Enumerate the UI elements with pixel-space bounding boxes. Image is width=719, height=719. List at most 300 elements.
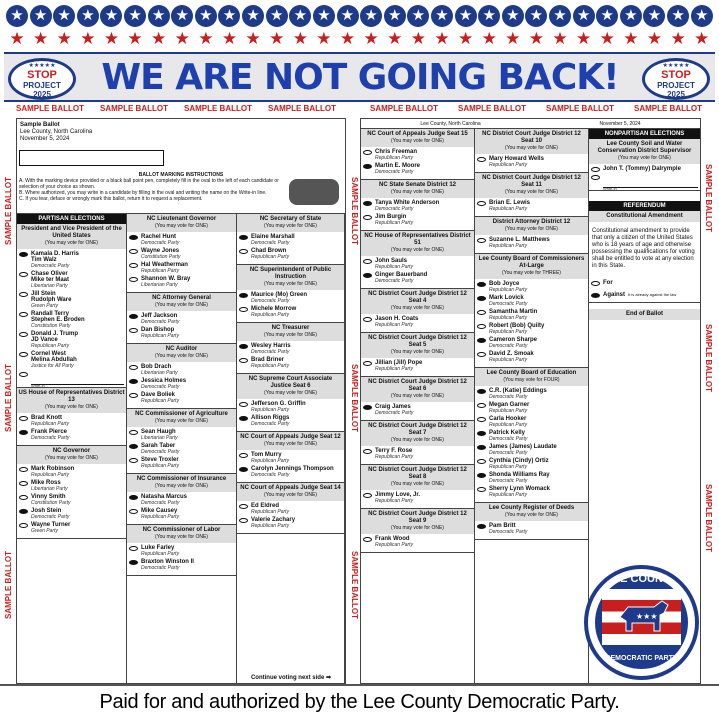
vote-oval[interactable] bbox=[363, 493, 372, 498]
candidate-party: Republican Party bbox=[141, 463, 180, 469]
candidate-option[interactable] bbox=[363, 163, 472, 175]
vote-oval[interactable] bbox=[129, 328, 138, 333]
candidate-option[interactable] bbox=[477, 337, 586, 349]
candidate-option[interactable] bbox=[477, 430, 586, 442]
star-icon: ★ bbox=[481, 28, 497, 48]
vote-oval[interactable] bbox=[477, 238, 486, 243]
race-amendment bbox=[589, 211, 700, 303]
vote-oval[interactable] bbox=[363, 317, 372, 322]
candidate-option[interactable] bbox=[129, 508, 234, 520]
candidate-option[interactable] bbox=[239, 306, 342, 318]
candidate-option[interactable] bbox=[477, 281, 586, 293]
candidate-info bbox=[489, 323, 544, 335]
candidate-option[interactable] bbox=[363, 536, 472, 548]
candidate-option[interactable] bbox=[19, 251, 124, 269]
race bbox=[237, 432, 344, 483]
candidate-option[interactable] bbox=[19, 480, 124, 492]
candidate-party: Democratic Party bbox=[375, 206, 414, 212]
candidate-info bbox=[251, 343, 291, 355]
running-mate-name: Stephen E. Broden bbox=[31, 317, 85, 323]
race-title-text: NC Secretary of State bbox=[259, 216, 322, 222]
candidate-info bbox=[31, 522, 70, 534]
vote-oval[interactable] bbox=[239, 402, 248, 407]
candidate-option[interactable] bbox=[363, 258, 472, 270]
vote-oval-filled[interactable] bbox=[477, 389, 486, 394]
candidate-info bbox=[251, 517, 295, 529]
vote-oval[interactable] bbox=[591, 281, 600, 286]
continue-note bbox=[239, 674, 343, 681]
candidate-option[interactable] bbox=[19, 291, 124, 309]
vote-oval-filled[interactable] bbox=[363, 273, 372, 278]
candidate-info bbox=[31, 494, 70, 506]
running-mate-name: Melina Abdullah bbox=[31, 357, 77, 363]
svg-text:★★★: ★★★ bbox=[636, 612, 658, 621]
candidate-name: Carolyn Jennings Thompson bbox=[251, 466, 334, 472]
race-instructions: (You may vote for ONE) bbox=[264, 441, 317, 447]
candidate-option[interactable] bbox=[363, 200, 472, 212]
vote-oval[interactable] bbox=[19, 292, 28, 297]
race bbox=[127, 409, 236, 474]
candidate-option[interactable] bbox=[477, 323, 586, 335]
candidate-option[interactable] bbox=[19, 311, 124, 329]
candidate-option[interactable] bbox=[477, 237, 586, 249]
race-title-text: President and Vice President of the United States bbox=[21, 226, 122, 239]
candidate-name: Mark Robinson bbox=[31, 466, 75, 472]
candidate-info bbox=[489, 337, 537, 349]
star-icon: ★ bbox=[502, 5, 524, 27]
candidate-option[interactable] bbox=[477, 523, 586, 535]
headline-text: WE ARE NOT GOING BACK! bbox=[101, 57, 619, 98]
candidate-option[interactable] bbox=[129, 276, 234, 288]
vote-oval-filled[interactable] bbox=[363, 405, 372, 410]
candidate-info bbox=[489, 351, 534, 363]
candidate-party: Democratic Party bbox=[141, 449, 180, 455]
race-title bbox=[237, 483, 344, 501]
vote-oval[interactable] bbox=[363, 449, 372, 454]
race bbox=[361, 333, 474, 377]
candidate-option[interactable] bbox=[239, 357, 342, 369]
vote-oval[interactable] bbox=[19, 523, 28, 528]
write-in-option[interactable] bbox=[19, 371, 124, 377]
vote-oval-filled[interactable] bbox=[239, 467, 248, 472]
vote-oval[interactable] bbox=[591, 167, 600, 172]
vote-oval[interactable] bbox=[477, 417, 486, 422]
vote-oval[interactable] bbox=[591, 175, 600, 180]
vote-oval[interactable] bbox=[19, 495, 28, 500]
race-instructions: (You may vote for ONE) bbox=[391, 525, 444, 531]
candidate-option[interactable] bbox=[239, 415, 342, 427]
candidate-option[interactable] bbox=[19, 331, 124, 349]
candidate-option[interactable] bbox=[477, 458, 586, 470]
candidate-name: Jason H. Coats bbox=[375, 316, 419, 322]
referendum-for[interactable] bbox=[591, 280, 698, 286]
vote-oval[interactable] bbox=[129, 365, 138, 370]
candidate-option[interactable] bbox=[19, 508, 124, 520]
vote-oval[interactable] bbox=[19, 332, 28, 337]
vote-oval-filled[interactable] bbox=[477, 431, 486, 436]
vote-oval[interactable] bbox=[363, 361, 372, 366]
candidate-option[interactable] bbox=[129, 234, 234, 246]
candidate-option[interactable] bbox=[477, 295, 586, 307]
candidate-party: Democratic Party bbox=[375, 410, 414, 416]
candidate-name: Jeff Jackson bbox=[141, 313, 178, 319]
vote-oval-filled[interactable] bbox=[239, 235, 248, 240]
candidate-option[interactable] bbox=[239, 292, 342, 304]
candidate-option[interactable] bbox=[239, 517, 342, 529]
candidate-name: Mark Lovick bbox=[489, 295, 524, 301]
vote-oval-filled[interactable] bbox=[129, 560, 138, 565]
candidate-option[interactable] bbox=[477, 416, 586, 428]
candidate-info bbox=[31, 508, 69, 520]
vote-oval[interactable] bbox=[129, 458, 138, 463]
vote-oval-filled[interactable] bbox=[477, 282, 486, 287]
candidate-option[interactable] bbox=[19, 429, 124, 441]
vote-oval[interactable] bbox=[129, 263, 138, 268]
race-title-text: NC Treasurer bbox=[271, 325, 310, 331]
candidate-option[interactable] bbox=[477, 402, 586, 414]
vote-oval[interactable] bbox=[19, 481, 28, 486]
vote-oval[interactable] bbox=[477, 310, 486, 315]
write-in-line[interactable]: Write-in bbox=[31, 379, 124, 385]
candidate-name: Dave Boliek bbox=[141, 392, 176, 398]
vote-oval-filled[interactable] bbox=[19, 252, 28, 257]
candidate-name: Sarah Taber bbox=[141, 443, 176, 449]
candidate-name: Chris Freeman bbox=[375, 149, 418, 155]
vote-oval-filled[interactable] bbox=[129, 314, 138, 319]
candidate-option[interactable] bbox=[363, 149, 472, 161]
race-title-text: NC District Court Judge District 12 Seat 11 bbox=[482, 175, 581, 188]
race-instructions: (You may vote for ONE) bbox=[391, 437, 444, 443]
race bbox=[127, 344, 236, 409]
candidate-option[interactable] bbox=[239, 401, 342, 413]
referendum-heading: REFERENDUM bbox=[589, 201, 700, 211]
candidate-party: Democratic Party bbox=[251, 298, 290, 304]
race-title bbox=[237, 214, 344, 232]
race-instructions: (You may vote for ONE) bbox=[264, 332, 317, 338]
candidate-option[interactable] bbox=[19, 466, 124, 478]
vote-oval[interactable] bbox=[19, 416, 28, 421]
instruction-a: A. With the marking device provided or a black ball point pen, completely fill in the oval to the left of each candidate or selection of your choice as shown. bbox=[19, 178, 279, 190]
vote-oval[interactable] bbox=[129, 249, 138, 254]
vote-oval[interactable] bbox=[477, 403, 486, 408]
candidate-info bbox=[251, 415, 289, 427]
vote-oval-filled[interactable] bbox=[363, 201, 372, 206]
candidate-name: Dan Bishop bbox=[141, 327, 175, 333]
sample-label: SAMPLE BALLOT bbox=[16, 104, 84, 113]
race-title-text: NC Commissioner of Labor bbox=[142, 527, 221, 533]
candidate-name: Donald J. Trump bbox=[31, 331, 79, 337]
candidate-option[interactable] bbox=[591, 166, 698, 172]
candidate-option[interactable] bbox=[239, 248, 342, 260]
candidate-option[interactable] bbox=[129, 248, 234, 260]
candidate-option[interactable] bbox=[129, 262, 234, 274]
candidate-info bbox=[31, 351, 77, 369]
candidate-name: Kamala D. Harris bbox=[31, 251, 80, 257]
vote-oval[interactable] bbox=[363, 150, 372, 155]
race-title bbox=[237, 374, 344, 399]
donkey-icon bbox=[614, 597, 670, 639]
badge-stop: STOP bbox=[27, 69, 57, 81]
candidate-info bbox=[489, 416, 527, 428]
vote-oval[interactable] bbox=[477, 201, 486, 206]
candidate-option[interactable] bbox=[129, 392, 234, 404]
candidate-option[interactable] bbox=[363, 316, 472, 328]
candidate-option[interactable] bbox=[477, 472, 586, 484]
candidate-option[interactable] bbox=[239, 343, 342, 355]
vote-oval[interactable] bbox=[129, 430, 138, 435]
star-icon: ★ bbox=[505, 28, 521, 48]
candidate-option[interactable] bbox=[239, 452, 342, 464]
vote-oval[interactable] bbox=[477, 487, 486, 492]
candidate-party: Republican Party bbox=[375, 155, 414, 161]
candidate-party: Republican Party bbox=[489, 408, 528, 414]
vote-oval-filled[interactable] bbox=[129, 495, 138, 500]
running-mate-name: Mike ter Maat bbox=[31, 277, 70, 283]
vote-oval[interactable] bbox=[239, 504, 248, 509]
race-title-text: NC District Court Judge District 12 Seat 8 bbox=[368, 467, 467, 480]
referendum-against[interactable] bbox=[591, 292, 698, 298]
marking-hand-icon bbox=[289, 179, 339, 205]
candidate-info bbox=[251, 452, 289, 464]
nonpartisan-heading: NONPARTISAN ELECTIONS bbox=[589, 129, 700, 139]
vote-oval-filled[interactable] bbox=[477, 524, 486, 529]
candidate-option[interactable] bbox=[129, 559, 234, 571]
vote-oval-filled[interactable] bbox=[129, 379, 138, 384]
vote-oval[interactable] bbox=[239, 307, 248, 312]
vote-oval[interactable] bbox=[19, 312, 28, 317]
candidate-option[interactable] bbox=[19, 522, 124, 534]
vote-oval[interactable] bbox=[477, 157, 486, 162]
vote-oval-filled[interactable] bbox=[129, 444, 138, 449]
candidate-party: Republican Party bbox=[141, 514, 180, 520]
star-icon: ★ bbox=[384, 5, 406, 27]
candidate-option[interactable] bbox=[477, 200, 586, 212]
candidate-option[interactable] bbox=[363, 360, 472, 372]
candidate-name: Shannon W. Bray bbox=[141, 276, 191, 282]
write-in-line[interactable]: Write-in bbox=[603, 182, 698, 188]
candidate-option[interactable] bbox=[363, 214, 472, 226]
candidate-party: Republican Party bbox=[375, 454, 414, 460]
star-icon: ★ bbox=[289, 5, 311, 27]
candidate-info bbox=[251, 248, 289, 260]
candidate-option[interactable] bbox=[129, 327, 234, 339]
candidate-info bbox=[141, 545, 179, 557]
vote-oval-filled[interactable] bbox=[477, 445, 486, 450]
candidate-party: Libertarian Party bbox=[31, 283, 68, 289]
vote-oval-filled[interactable] bbox=[477, 296, 486, 301]
candidate-info bbox=[375, 200, 439, 212]
star-icon: ★ bbox=[596, 5, 618, 27]
candidate-name: Craig James bbox=[375, 404, 411, 410]
race-instructions: (You may vote for FOUR) bbox=[503, 377, 560, 383]
race-instructions: (You may vote for ONE) bbox=[155, 483, 208, 489]
candidate-info bbox=[375, 214, 413, 226]
candidate-info bbox=[375, 492, 420, 504]
candidate-option[interactable] bbox=[477, 156, 586, 168]
candidate-info bbox=[141, 313, 179, 325]
candidate-option[interactable] bbox=[477, 486, 586, 498]
race-instructions: (You may vote for ONE) bbox=[505, 512, 558, 518]
candidate-info bbox=[375, 536, 413, 548]
candidate-option[interactable] bbox=[129, 378, 234, 390]
candidate-option[interactable] bbox=[19, 271, 124, 289]
candidate-party: Republican Party bbox=[489, 329, 528, 335]
star-icon: ★ bbox=[198, 28, 214, 48]
candidate-option[interactable] bbox=[129, 545, 234, 557]
candidate-option[interactable] bbox=[129, 364, 234, 376]
vote-oval[interactable] bbox=[129, 277, 138, 282]
candidate-option[interactable] bbox=[19, 494, 124, 506]
star-icon: ★ bbox=[292, 28, 308, 48]
star-icon: ★ bbox=[528, 28, 545, 48]
candidate-name: Jillian (Jill) Pope bbox=[375, 360, 423, 366]
candidate-option[interactable] bbox=[129, 429, 234, 441]
vote-oval[interactable] bbox=[239, 249, 248, 254]
candidate-option[interactable] bbox=[363, 492, 472, 504]
candidate-option[interactable] bbox=[477, 388, 586, 400]
partisan-heading: PARTISAN ELECTIONS bbox=[17, 214, 126, 224]
race-instructions: (You may vote for ONE) bbox=[391, 393, 444, 399]
candidate-option[interactable] bbox=[129, 313, 234, 325]
candidate-party: Republican Party bbox=[141, 398, 180, 404]
vote-oval-filled[interactable] bbox=[239, 416, 248, 421]
race bbox=[237, 214, 344, 265]
race-instructions: (You may vote for ONE) bbox=[264, 492, 317, 498]
candidate-info bbox=[489, 523, 527, 535]
amendment-title: Constitutional Amendment bbox=[589, 211, 700, 222]
race bbox=[361, 509, 474, 553]
star-icon: ★ bbox=[339, 28, 356, 48]
vote-oval[interactable] bbox=[129, 509, 138, 514]
vote-oval[interactable] bbox=[19, 467, 28, 472]
vote-oval[interactable] bbox=[363, 259, 372, 264]
vote-oval[interactable] bbox=[129, 546, 138, 551]
candidate-option[interactable] bbox=[239, 466, 342, 478]
candidate-info bbox=[31, 480, 68, 492]
vote-oval[interactable] bbox=[477, 352, 486, 357]
candidate-name: Frank Wood bbox=[375, 536, 410, 542]
vote-oval-filled[interactable] bbox=[363, 164, 372, 169]
vote-oval-filled[interactable] bbox=[239, 344, 248, 349]
badge-line2: 2025 bbox=[33, 90, 51, 99]
candidate-info bbox=[31, 311, 85, 329]
ballot-date: November 5, 2024 bbox=[20, 136, 70, 142]
vote-oval[interactable] bbox=[19, 372, 28, 377]
vote-oval[interactable] bbox=[19, 352, 28, 357]
candidate-party: Democratic Party bbox=[489, 301, 528, 307]
race-title-text: NC Commissioner of Agriculture bbox=[135, 411, 228, 417]
candidate-option[interactable] bbox=[19, 351, 124, 369]
race-title-text: NC Governor bbox=[52, 448, 91, 454]
star-icon: ★ bbox=[576, 28, 592, 48]
vote-oval[interactable] bbox=[239, 358, 248, 363]
candidate-info bbox=[141, 457, 179, 469]
candidate-name: Bob Drach bbox=[141, 364, 172, 370]
vote-oval[interactable] bbox=[239, 518, 248, 523]
candidate-party: Democratic Party bbox=[251, 421, 290, 427]
candidate-option[interactable] bbox=[239, 234, 342, 246]
candidate-option[interactable] bbox=[363, 272, 472, 284]
race-title bbox=[127, 525, 236, 543]
race-instructions: (You may vote for ONE) bbox=[505, 145, 558, 151]
candidate-party: Democratic Party bbox=[375, 278, 414, 284]
candidate-party: Republican Party bbox=[375, 322, 414, 328]
race bbox=[237, 483, 344, 534]
candidate-name: Jefferson G. Griffin bbox=[251, 401, 306, 407]
candidate-party: Republican Party bbox=[251, 509, 290, 515]
vote-oval-filled[interactable] bbox=[129, 235, 138, 240]
vote-oval[interactable] bbox=[129, 393, 138, 398]
candidate-option[interactable] bbox=[19, 415, 124, 427]
vote-oval[interactable] bbox=[19, 272, 28, 277]
race bbox=[475, 503, 588, 540]
candidate-option[interactable] bbox=[129, 443, 234, 455]
candidate-option[interactable] bbox=[477, 351, 586, 363]
candidate-option[interactable] bbox=[477, 444, 586, 456]
race-title bbox=[361, 377, 474, 402]
race-title-text: NC Attorney General bbox=[152, 295, 211, 301]
candidate-name: Jimmy Love, Jr. bbox=[375, 492, 421, 498]
race-title-text: NC District Court Judge District 12 Seat 5 bbox=[368, 335, 467, 348]
sample-label: SAMPLE BALLOT bbox=[184, 104, 252, 113]
candidate-party: Republican Party bbox=[141, 551, 180, 557]
candidate-party: Republican Party bbox=[31, 343, 70, 349]
race-title bbox=[475, 368, 588, 386]
candidate-name: Braxton Winston II bbox=[141, 559, 194, 565]
candidate-option[interactable] bbox=[129, 494, 234, 506]
ballot-title: Sample Ballot bbox=[20, 122, 60, 128]
vote-oval-filled[interactable] bbox=[239, 293, 248, 298]
vote-oval-filled[interactable] bbox=[477, 338, 486, 343]
star-icon: ★ bbox=[151, 28, 167, 48]
race-title bbox=[361, 231, 474, 256]
vote-oval[interactable] bbox=[363, 215, 372, 220]
candidate-option[interactable] bbox=[239, 503, 342, 515]
race-title bbox=[127, 344, 236, 362]
vote-oval[interactable] bbox=[477, 459, 486, 464]
vote-oval-filled[interactable] bbox=[19, 509, 28, 514]
vote-oval[interactable] bbox=[239, 453, 248, 458]
candidate-option[interactable] bbox=[363, 404, 472, 416]
vote-oval-filled[interactable] bbox=[591, 293, 600, 298]
candidate-party: Justice for All Party bbox=[31, 363, 74, 369]
star-icon: ★ bbox=[410, 28, 426, 48]
ballot-column-5 bbox=[475, 129, 589, 683]
star-icon: ★ bbox=[623, 28, 639, 48]
candidate-party: Democratic Party bbox=[489, 436, 528, 442]
vote-oval-filled[interactable] bbox=[477, 473, 486, 478]
candidate-name: Tanya White Anderson bbox=[375, 200, 440, 206]
race bbox=[237, 374, 344, 432]
sample-label: SAMPLE BALLOT bbox=[268, 104, 336, 113]
star-icon: ★ bbox=[643, 5, 665, 27]
sample-label: SAMPLE BALLOT bbox=[704, 484, 713, 552]
candidate-option[interactable] bbox=[477, 309, 586, 321]
candidate-name: Wayne Turner bbox=[31, 522, 71, 528]
candidate-option[interactable] bbox=[129, 457, 234, 469]
sample-label: SAMPLE BALLOT bbox=[370, 104, 438, 113]
candidate-party: Republican Party bbox=[489, 287, 528, 293]
vote-oval-filled[interactable] bbox=[19, 430, 28, 435]
vote-oval[interactable] bbox=[477, 324, 486, 329]
candidate-info bbox=[489, 486, 550, 498]
star-icon: ★ bbox=[478, 5, 500, 27]
candidate-option[interactable] bbox=[363, 448, 472, 460]
race bbox=[127, 474, 236, 525]
write-in-option[interactable] bbox=[591, 174, 698, 180]
candidate-info bbox=[489, 200, 530, 212]
vote-oval[interactable] bbox=[363, 537, 372, 542]
